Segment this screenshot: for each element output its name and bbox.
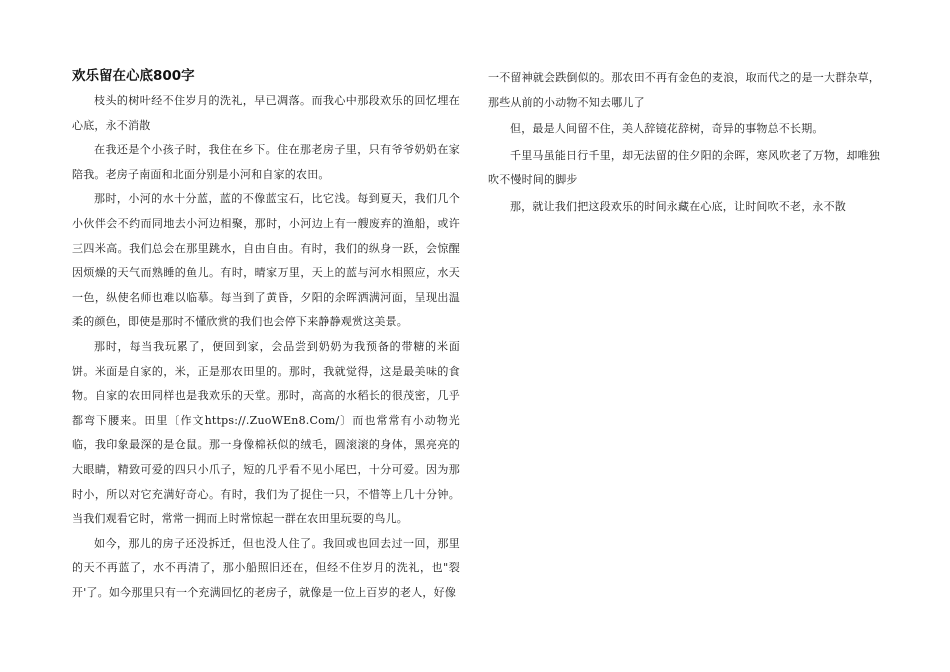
paragraph-5-continued: 一不留神就会跌倒似的。那农田不再有金色的麦浪，取而代之的是一大群杂草，那些从前的小动物不知去哪儿了 — [488, 71, 880, 109]
paragraph-5: 如今，那儿的房子还没拆迁，但也没人住了。我回或也回去过一回，那里的天不再蓝了，水不再清了，那小船照旧还在，但经不住岁月的洗礼，也"裂开'了。如今那里只有一个充满回忆的老房子，就像是一位上百岁的老人，好像 — [72, 536, 460, 599]
paragraph-6: 但，最是人间留不住，美人辞镜花辞树，奇异的事物总不长期。 — [510, 122, 824, 136]
left-column — [72, 66, 460, 605]
paragraph-2: 在我还是个小孩子时，我住在乡下。住在那老房子里，只有爷爷奶奶在家陪我。老房子南面和北面分别是小河和自家的农田。 — [72, 143, 460, 181]
paragraph-1: 枝头的树叶经不住岁月的洗礼，早已凋落。而我心中那段欢乐的回忆埋在心底，永不消散 — [72, 94, 460, 132]
right-column — [488, 66, 880, 222]
essay-title: 欢乐留在心底800字 — [72, 68, 195, 84]
paragraph-8: 那，就让我们把这段欢乐的时间永藏在心底，让时间吹不老，永不散 — [510, 199, 846, 213]
paragraph-3: 那时，小河的水十分蓝，蓝的不像蓝宝石，比它浅。每到夏天，我们几个小伙伴会不约而同地去小河边相聚，那时，小河边上有一艘废弃的渔船，或许三四米高。我们总会在那里跳水，自由自由。有时，我们的纵身一跃，会惊醒因烦燥的天气而熟睡的鱼儿。有时，晴家万里，天上的蓝与河水相照应，水天一色，纵使名师也难以临摹。每当到了黄昏，夕阳的余晖洒满河面，呈现出温柔的颜色，即使是那时不懂欣赏的我们也会停下来静静观赏这美景。 — [72, 192, 460, 329]
paragraph-7: 千里马虽能日行千里，却无法留的住夕阳的余晖，寒风吹老了万物，却唯独吹不慢时间的脚步 — [488, 148, 880, 187]
paragraph-4: 那时，每当我玩累了，便回到家，会品尝到奶奶为我预备的带糖的米面饼。米面是自家的，米，正是那农田里的。那时，我就觉得，这是最美味的食物。自家的农田同样也是我欢乐的天堂。那时，高高的水稻长的很茂密，几乎都弯下腰来。田里〔作文https://.ZuoWEn8.Com/〕而也常常有小动物光临，我印象最深的是仓鼠。那一身像棉袄似的绒毛，圆滚滚的身体，黑亮亮的大眼睛，精致可爱的四只小爪子，短的几乎看不见小尾巴，十分可爱。因为那时小，所以对它充满好奇心。有时，我们为了捉住一只，不惜等上几十分钟。当我们观看它时，常常一拥而上时常惊起一群在农田里玩耍的鸟儿。 — [72, 339, 460, 526]
